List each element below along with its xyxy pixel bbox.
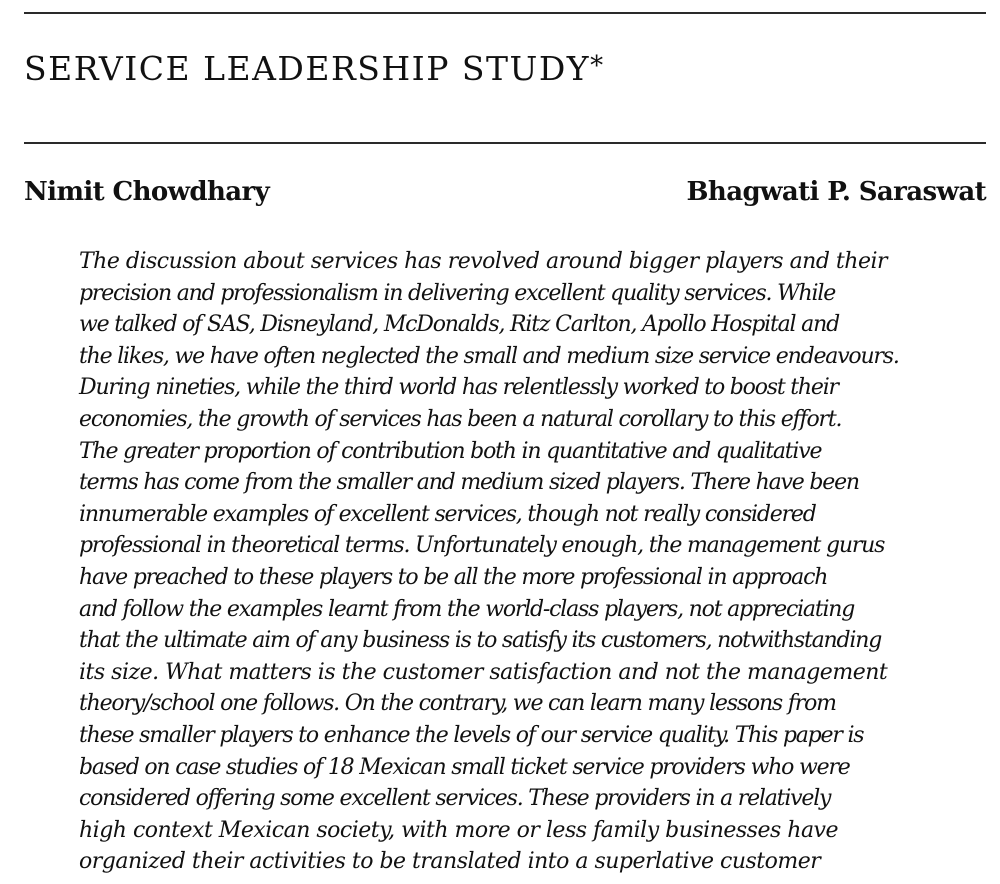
abstract-line: The greater proportion of contribution both in quantitative and qualitative [79, 438, 822, 464]
abstract-line: organized their activities to be translated into a superlative customer [79, 849, 821, 875]
abstract-body [79, 246, 932, 878]
abstract-line: the likes, we have often neglected the small and medium size service endeavours. [79, 343, 899, 369]
abstract-line: based on case studies of 18 Mexican small ticket service providers who were [79, 754, 850, 780]
abstract-line: theory/school one follows. On the contrary, we can learn many lessons from [79, 691, 836, 717]
abstract-line: that the ultimate aim of any business is to satisfy its customers, notwithstanding [79, 628, 882, 654]
abstract-line: its size. What matters is the customer satisfaction and not the management [79, 659, 888, 685]
top-rule [24, 12, 986, 14]
abstract-line: professional in theoretical terms. Unfortunately enough, the management gurus [79, 533, 885, 559]
abstract-line: The discussion about services has revolved around bigger players and their [79, 249, 888, 274]
abstract-line: high context Mexican society, with more or less family businesses have [79, 817, 839, 843]
abstract-line: terms has come from the smaller and medium sized players. There have been [79, 470, 859, 496]
abstract-line: During nineties, while the third world has relentlessly worked to boost their [79, 375, 838, 401]
abstract-line: these smaller players to enhance the levels of our service quality. This paper is [79, 722, 864, 748]
paper-title [24, 44, 603, 91]
abstract-line: considered offering some excellent services. These providers in a relatively [79, 786, 831, 812]
author-name: Nimit Chowdhary [24, 177, 270, 207]
abstract-line: innumerable examples of excellent services, though not really considered [79, 501, 816, 527]
abstract-line: economies, the growth of services has been a natural corollary to this effort. [79, 406, 842, 432]
abstract-line: precision and professionalism in delivering excellent quality services. While [79, 280, 836, 306]
title-rule [24, 142, 986, 144]
abstract-line: we talked of SAS, Disneyland, McDonalds, Ritz Carlton, Apollo Hospital and [79, 312, 839, 338]
abstract-line: have preached to these players to be all the more professional in approach [79, 564, 828, 590]
author-name: Bhagwati P. Saraswat [686, 177, 986, 207]
title-footnote-mark: * [590, 51, 604, 81]
paper-title-text: SERVICE LEADERSHIP STUDY [24, 49, 591, 88]
author-line [24, 172, 986, 212]
abstract-line: and follow the examples learnt from the world-class players, not appreciating [79, 596, 855, 622]
